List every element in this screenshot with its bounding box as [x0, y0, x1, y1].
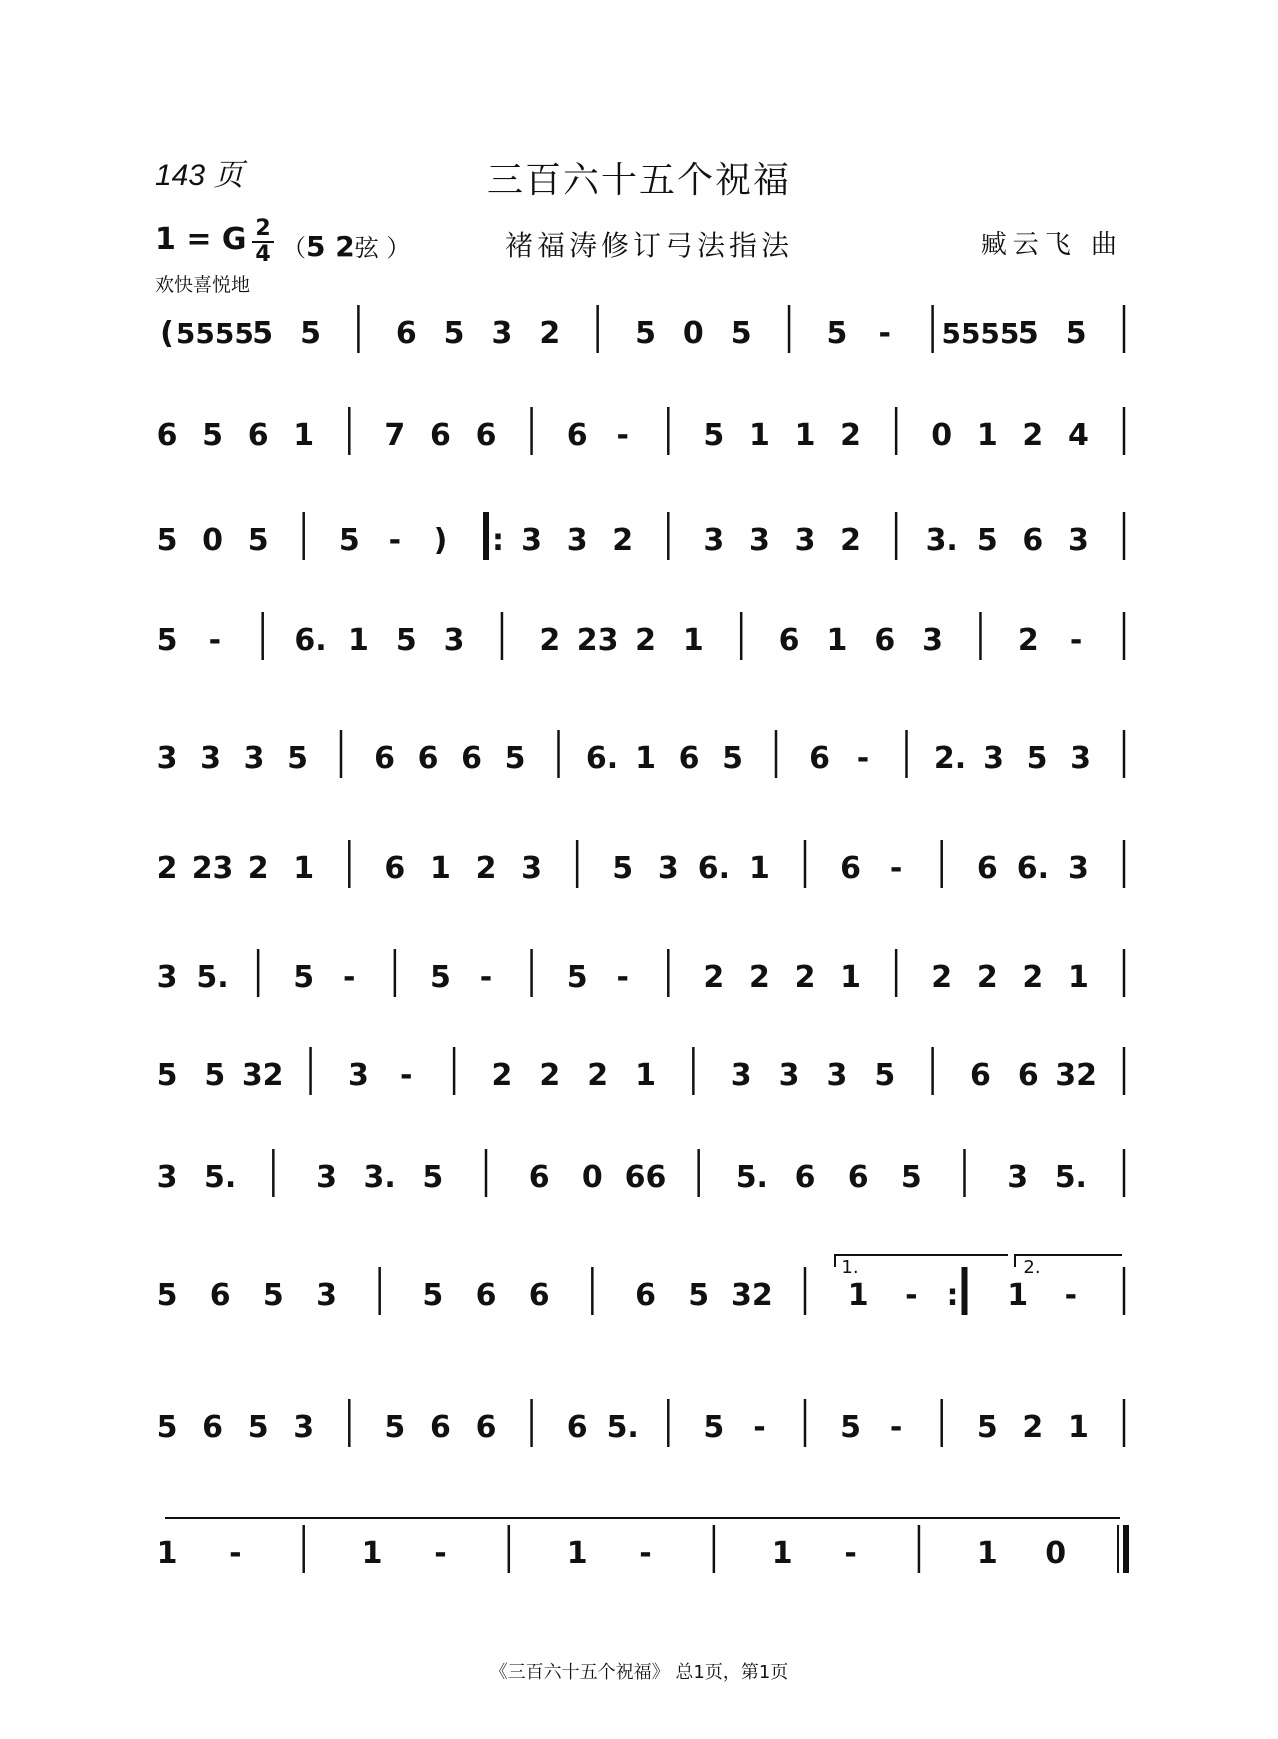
note: 2	[840, 418, 862, 453]
note: -	[479, 960, 493, 995]
note: 5	[900, 1160, 922, 1195]
note: 66	[624, 1160, 667, 1195]
note: 2	[1022, 1410, 1044, 1445]
note: 1	[682, 623, 704, 658]
note: 0	[1045, 1536, 1067, 1571]
note: 3.	[925, 523, 958, 558]
note: 2	[612, 523, 634, 558]
note: 1	[347, 623, 369, 658]
note: 5555	[941, 317, 1020, 350]
note: 32	[1055, 1058, 1098, 1093]
note: 5	[443, 316, 465, 351]
note: 6	[374, 741, 395, 776]
subtitle: 褚福涛修订弓法指法	[504, 229, 793, 262]
note: 5	[840, 1410, 862, 1445]
note: 1	[1007, 1278, 1029, 1313]
note: 2	[1022, 960, 1044, 995]
note: 1	[361, 1536, 383, 1571]
note: -	[889, 1410, 903, 1445]
note: 2	[1022, 418, 1044, 453]
note: 1	[156, 1536, 178, 1571]
note: 0	[202, 523, 224, 558]
note: 1	[840, 960, 862, 995]
note: 5	[300, 316, 321, 351]
note: 2	[976, 960, 998, 995]
note: 3	[156, 741, 178, 776]
note: 6	[429, 418, 451, 453]
note: 3	[316, 1278, 337, 1313]
note: 5	[156, 1278, 178, 1313]
note: 1	[826, 623, 848, 658]
note: 5	[156, 1410, 178, 1445]
note: 32	[241, 1058, 284, 1093]
note: 6	[528, 1160, 550, 1195]
note: 6	[566, 1410, 588, 1445]
note: 3	[243, 741, 265, 776]
note: 1	[847, 1278, 869, 1313]
note: 1	[635, 741, 656, 776]
note: 3	[657, 851, 679, 886]
note: 2	[539, 1058, 561, 1093]
note: 5.	[1054, 1160, 1087, 1195]
note: 6	[395, 316, 417, 351]
note: 6	[566, 418, 588, 453]
note: 7	[384, 418, 406, 453]
note: 0	[682, 316, 704, 351]
note: 2	[539, 623, 561, 658]
note: 5.	[735, 1160, 768, 1195]
note: 5	[703, 1410, 725, 1445]
note: 2.	[933, 741, 967, 776]
note: 6	[461, 741, 482, 776]
note: 3	[347, 1058, 369, 1093]
note: 6	[976, 851, 998, 886]
note: -	[208, 623, 222, 658]
volta-2-label: 2.	[1023, 1257, 1041, 1278]
note: 3	[1067, 523, 1089, 558]
note: 5	[976, 1410, 998, 1445]
note: -	[1069, 623, 1083, 658]
time-numerator: 2	[255, 216, 271, 241]
composer: 臧云飞 曲	[980, 230, 1123, 260]
note: -	[616, 418, 629, 453]
note: 5	[1026, 741, 1048, 776]
note: 5	[635, 316, 656, 351]
volta-1-label: 1.	[841, 1257, 859, 1278]
note: 5	[422, 1160, 444, 1195]
note: 5	[566, 960, 588, 995]
note: 32	[730, 1278, 773, 1313]
note: 3	[1067, 851, 1089, 886]
note: 3	[730, 1058, 752, 1093]
note: 1	[1067, 1410, 1089, 1445]
note: 5	[204, 1058, 226, 1093]
note: -	[1064, 1278, 1078, 1313]
page-number: 143 页	[155, 159, 244, 192]
note: 5.	[196, 960, 229, 995]
note: 5.	[204, 1160, 237, 1195]
note: 6	[809, 741, 830, 776]
note: 2	[539, 316, 561, 351]
note: 5	[156, 523, 178, 558]
note: 6	[678, 741, 700, 776]
note: -	[889, 851, 903, 886]
note: 2	[931, 960, 953, 995]
note: -	[844, 1536, 857, 1571]
note: 2	[703, 960, 725, 995]
note: 1	[748, 851, 770, 886]
note: 6	[156, 418, 178, 453]
note: 5555	[175, 317, 254, 350]
note: 2	[635, 623, 656, 658]
note: 1	[1067, 960, 1089, 995]
note: 5	[262, 1278, 284, 1313]
repeat-dots: :	[946, 1278, 959, 1313]
note: 6.	[294, 623, 327, 658]
note: 6	[528, 1278, 550, 1313]
note: 6	[1022, 523, 1044, 558]
note: 6	[840, 851, 862, 886]
note: 5	[504, 741, 526, 776]
note: 3	[156, 1160, 178, 1195]
note: 0	[581, 1160, 603, 1195]
note: 1	[635, 1058, 656, 1093]
note: 3	[316, 1160, 337, 1195]
note: 6.	[1016, 851, 1049, 886]
note: 3	[1007, 1160, 1029, 1195]
note: 6	[635, 1278, 656, 1313]
note: 3	[922, 623, 944, 658]
note: (	[160, 316, 174, 351]
note: 5	[688, 1278, 710, 1313]
note: 3	[703, 523, 725, 558]
note: 23	[576, 623, 619, 658]
note: 5	[1065, 316, 1087, 351]
note: 6	[1017, 1058, 1039, 1093]
song-title: 三百六十五个祝福	[486, 160, 791, 201]
note: 5	[287, 741, 308, 776]
note: 3	[778, 1058, 800, 1093]
note: 6	[429, 1410, 451, 1445]
note: 3.	[363, 1160, 396, 1195]
tuning-open: （	[282, 234, 306, 262]
note: -	[856, 741, 870, 776]
note: 1	[293, 418, 315, 453]
key-signature: 1 = G	[155, 222, 247, 257]
note: 3	[521, 523, 543, 558]
note: 2	[1017, 623, 1039, 658]
note: 5	[612, 851, 634, 886]
note: 6	[202, 1410, 224, 1445]
note: 5	[384, 1410, 406, 1445]
note: 3	[983, 741, 1004, 776]
note: 6	[417, 741, 439, 776]
note: -	[753, 1410, 766, 1445]
note: 3	[826, 1058, 848, 1093]
tuning-suffix: 弦 ）	[354, 234, 411, 262]
note: 2	[247, 851, 269, 886]
note: 3	[748, 523, 770, 558]
note: 0	[931, 418, 953, 453]
note: 6	[209, 1278, 231, 1313]
note: 2	[491, 1058, 513, 1093]
tuning-notes: 5 2	[306, 230, 355, 263]
note: 3	[293, 1410, 315, 1445]
note: 23	[191, 851, 234, 886]
note: 5	[1017, 316, 1039, 351]
note: -	[229, 1536, 242, 1571]
note: 3	[156, 960, 178, 995]
note: 5	[826, 316, 848, 351]
tempo-marking: 欢快喜悦地	[155, 274, 251, 296]
note: 3	[491, 316, 513, 351]
note: 3	[521, 851, 543, 886]
note: 5	[976, 523, 998, 558]
note: 2	[156, 851, 178, 886]
note: 2	[794, 960, 816, 995]
note: -	[343, 960, 356, 995]
note: 5	[874, 1058, 896, 1093]
note: 1	[976, 1536, 998, 1571]
note: 5	[293, 960, 315, 995]
note: 1	[429, 851, 451, 886]
note: -	[878, 316, 891, 351]
note: 1	[794, 418, 816, 453]
note: 5	[730, 316, 752, 351]
note: 5	[202, 418, 224, 453]
note: 2	[587, 1058, 609, 1093]
note: 5	[395, 623, 417, 658]
note: 3	[1070, 741, 1091, 776]
note: 5	[429, 960, 451, 995]
note: 6	[847, 1160, 869, 1195]
note: 5	[247, 523, 269, 558]
note: -	[905, 1278, 918, 1313]
note: 3	[566, 523, 588, 558]
note: -	[616, 960, 629, 995]
note: 5	[156, 623, 178, 658]
note: 2	[475, 851, 497, 886]
note: )	[433, 523, 448, 558]
footer: 《三百六十五个祝福》 总1页，第1页	[489, 1662, 789, 1683]
time-denominator: 4	[255, 242, 271, 267]
note: 3	[200, 741, 221, 776]
note: 1	[748, 418, 770, 453]
note: 6	[794, 1160, 816, 1195]
note: 5	[156, 1058, 178, 1093]
note: 2	[840, 523, 862, 558]
note: 6	[475, 418, 497, 453]
note: 6	[475, 1410, 497, 1445]
note: 1	[293, 851, 315, 886]
note: 1	[976, 418, 998, 453]
note: 6	[778, 623, 800, 658]
note: 1	[566, 1536, 588, 1571]
note: 6	[475, 1278, 497, 1313]
note: 6	[384, 851, 406, 886]
note: -	[400, 1058, 413, 1093]
note: 4	[1067, 418, 1089, 453]
note: -	[639, 1536, 652, 1571]
note: 5	[252, 316, 274, 351]
note: 6	[247, 418, 269, 453]
note: 6	[970, 1058, 991, 1093]
volta-1-bracket	[835, 1255, 1008, 1267]
note: 5	[703, 418, 725, 453]
note: 5	[722, 741, 743, 776]
note: 5	[422, 1278, 444, 1313]
note: 6	[874, 623, 896, 658]
note: -	[434, 1536, 447, 1571]
note: 6.	[697, 851, 730, 886]
note: 5	[247, 1410, 269, 1445]
repeat-dots: :	[492, 523, 504, 558]
note: 5.	[606, 1410, 639, 1445]
note: 1	[771, 1536, 793, 1571]
note: 3	[443, 623, 465, 658]
note: 3	[794, 523, 816, 558]
note: 6.	[585, 741, 619, 776]
note: 2	[748, 960, 770, 995]
note: -	[388, 523, 402, 558]
note: 5	[338, 523, 360, 558]
